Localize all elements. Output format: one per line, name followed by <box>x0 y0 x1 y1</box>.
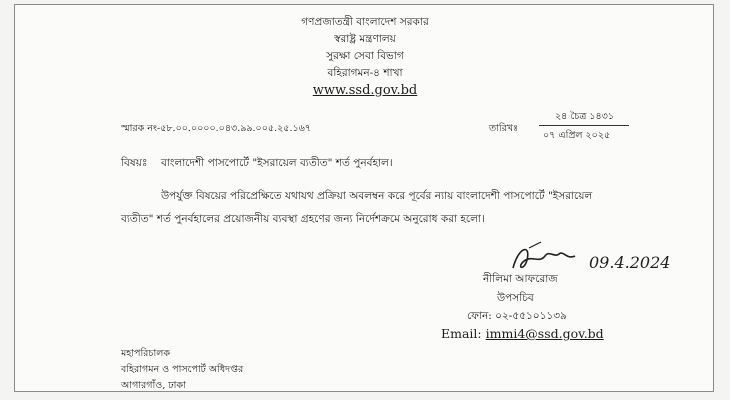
signatory-phone: ফোন: ০২-৫৫১০১১৩৯ <box>467 310 567 322</box>
header-website-link[interactable]: www.ssd.gov.bd <box>312 83 418 98</box>
header-ministry: স্বরাষ্ট্র মন্ত্রণালয় <box>334 33 396 45</box>
signatory-designation: উপসচিব <box>497 292 534 304</box>
memo-number: স্মারক নং-৫৮.০০.০০০০.০৪৩.৯৯.০০৫.২৫.১৬৭ <box>121 123 311 134</box>
header-government: গণপ্রজাতন্ত্রী বাংলাদেশ সরকার <box>301 16 429 28</box>
signatory-name: নীলিমা আফরোজ <box>483 273 558 285</box>
date-divider <box>539 125 629 126</box>
subject-label: বিষয়ঃ <box>121 157 148 169</box>
recipient-title: মহাপরিচালক <box>121 348 171 359</box>
body-line-2: ব্যতীত" শর্ত পুনর্বহালের প্রয়োজনীয় ব্যবস্থা গ্রহণের জন্য নির্দেশক্রমে অনুরোধ করা হলো। <box>121 213 485 225</box>
email-link[interactable]: immi4@ssd.gov.bd <box>485 326 604 341</box>
recipient-office: বহিরাগমন ও পাসপোর্ট অধিদপ্তর <box>121 364 244 375</box>
email-label: Email: <box>441 326 482 341</box>
date-english-calendar: ০৭ এপ্রিল ২০২৫ <box>543 130 611 141</box>
date-bangla-calendar: ২৪ চৈত্র ১৪৩১ <box>555 111 614 122</box>
subject-text: বাংলাদেশী পাসপোর্টে "ইসরায়েল ব্যতীত" শর্ত পুনর্বহাল। <box>161 157 393 169</box>
header-section: বহিরাগমন-৪ শাখা <box>327 67 403 79</box>
recipient-location: আগারগাঁও, ঢাকা <box>121 380 186 391</box>
date-label: তারিখঃ <box>489 123 519 134</box>
header-division: সুরক্ষা সেবা বিভাগ <box>326 50 404 62</box>
email-row <box>441 326 604 341</box>
letter-page <box>14 4 714 392</box>
signature-date: 09.4.2024 <box>589 253 671 272</box>
body-line-1: উপর্যুক্ত বিষয়ের পরিপ্রেক্ষিতে যথাযথ প্রক্রিয়া অবলম্বন করে পূর্বের ন্যায় বাংলাদেশী পাসপোর্টে "ইসরায়েল <box>161 190 593 202</box>
